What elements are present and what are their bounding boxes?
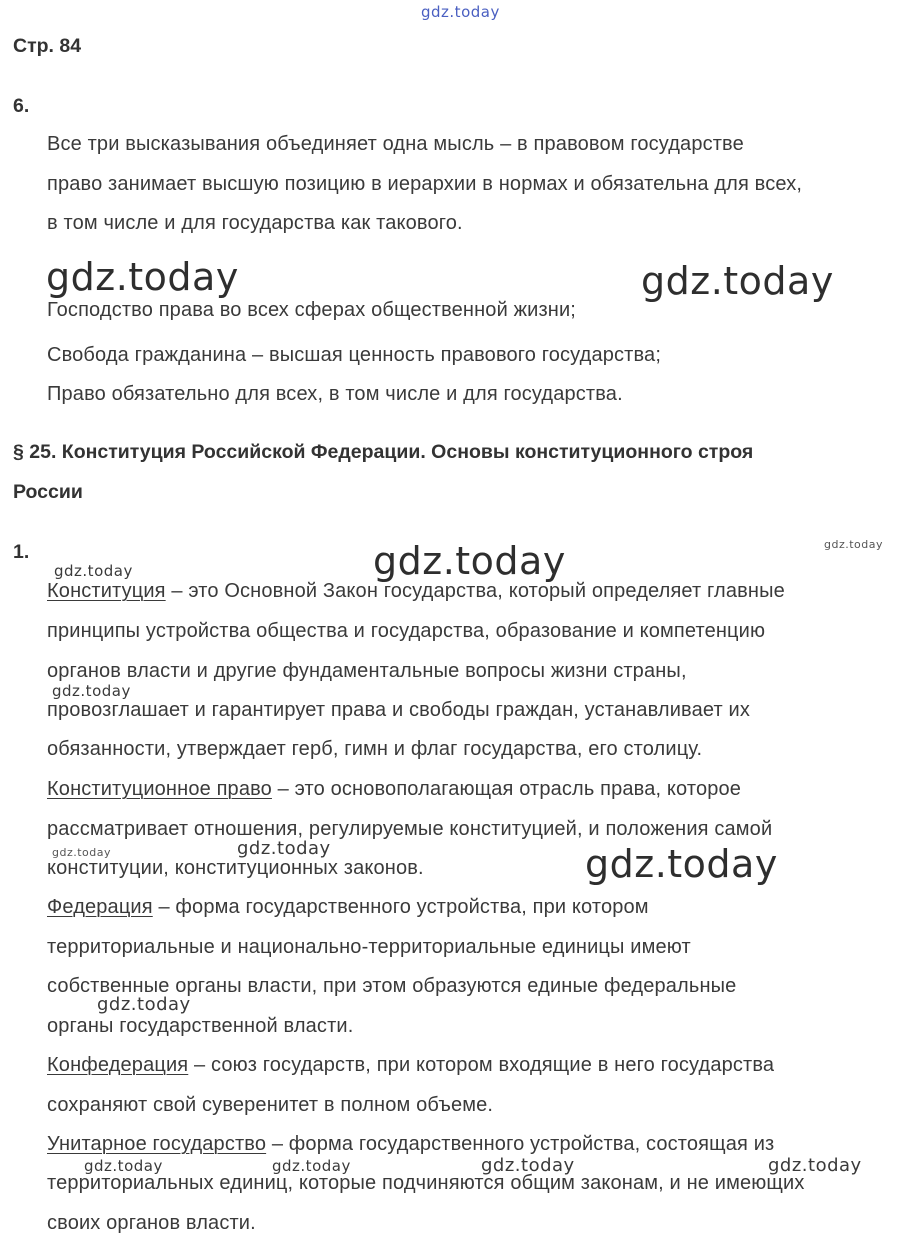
definition-line: провозглашает и гарантирует права и свободы граждан, устанавливает их [47,699,750,721]
definition-constitutional-law [47,778,741,801]
watermark-large-right: gdz.today [641,259,834,303]
term-constitution: Конституция [47,580,166,602]
definition-line: обязанности, утверждает герб, гимн и флаг государства, его столицу. [47,738,703,760]
watermark-medium-1: gdz.today [237,838,331,859]
watermark-bottom-1: gdz.today [84,1157,163,1175]
task-6-text-line: Все три высказывания объединяет одна мысль – в правовом государстве [47,133,744,155]
task-1-number: 1. [13,541,30,563]
definition-line: органов власти и другие фундаментальные вопросы жизни страны, [47,660,687,682]
definition-text: – это Основной Закон государства, который определяет главные [165,580,785,602]
definition-text: – форма государственного устройства, при котором [152,896,649,918]
term-confederation: Конфедерация [47,1054,189,1076]
watermark-large-lower: gdz.today [585,842,778,886]
term-unitary-state: Унитарное государство [47,1133,267,1155]
watermark-medium-2: gdz.today [97,994,191,1015]
definition-confederation [47,1054,774,1077]
page-reference: Стр. 84 [13,35,82,57]
watermark-small-1: gdz.today [54,562,133,580]
definition-line: территориальных единиц, которые подчиняются общим законам, и не имеющих [47,1172,805,1194]
definition-constitution [47,580,785,603]
task-6-text-line: в том числе и для государства как такового. [47,212,463,234]
definition-text: – союз государств, при котором входящие в него государства [188,1054,775,1076]
definition-line: собственные органы власти, при этом образуются единые федеральные [47,975,737,997]
definition-line: рассматривает отношения, регулируемые конституцией, и положения самой [47,818,773,840]
watermark-tiny-right: gdz.today [824,538,884,551]
task-6-point: Свобода гражданина – высшая ценность правового государства; [47,344,662,366]
watermark-bottom-2: gdz.today [272,1157,351,1175]
watermark-small-2: gdz.today [52,682,131,700]
watermark-large-center: gdz.today [373,539,566,583]
watermark-bottom-4: gdz.today [768,1155,862,1176]
watermark-tiny-left: gdz.today [52,846,112,859]
definition-line: органы государственной власти. [47,1015,354,1037]
term-constitutional-law: Конституционное право [47,778,272,800]
task-6-text-line: право занимает высшую позицию в иерархии в нормах и обязательна для всех, [47,173,803,195]
definition-line: сохраняют свой суверенитет в полном объеме. [47,1094,494,1116]
definition-unitary-state [47,1133,774,1156]
task-6-number: 6. [13,95,30,117]
definition-line: территориальные и национально-территориальные единицы имеют [47,936,691,958]
watermark-bottom-3: gdz.today [481,1155,575,1176]
definition-line: принципы устройства общества и государства, образование и компетенцию [47,620,766,642]
definition-text: – форма государственного устройства, состоящая из [266,1133,775,1155]
definition-federation [47,896,649,919]
task-6-point: Господство права во всех сферах общественной жизни; [47,299,576,321]
term-federation: Федерация [47,896,153,918]
definition-text: – это основополагающая отрасль права, которое [271,778,742,800]
section-title-line-2: России [13,481,83,503]
definition-line: конституции, конституционных законов. [47,857,424,879]
watermark-large-left: gdz.today [46,255,239,299]
definition-line: своих органов власти. [47,1212,256,1234]
section-title-line-1: § 25. Конституция Российской Федерации. Основы конституционного строя [13,441,754,463]
watermark-top: gdz.today [421,3,500,21]
task-6-point: Право обязательно для всех, в том числе и для государства. [47,383,623,405]
